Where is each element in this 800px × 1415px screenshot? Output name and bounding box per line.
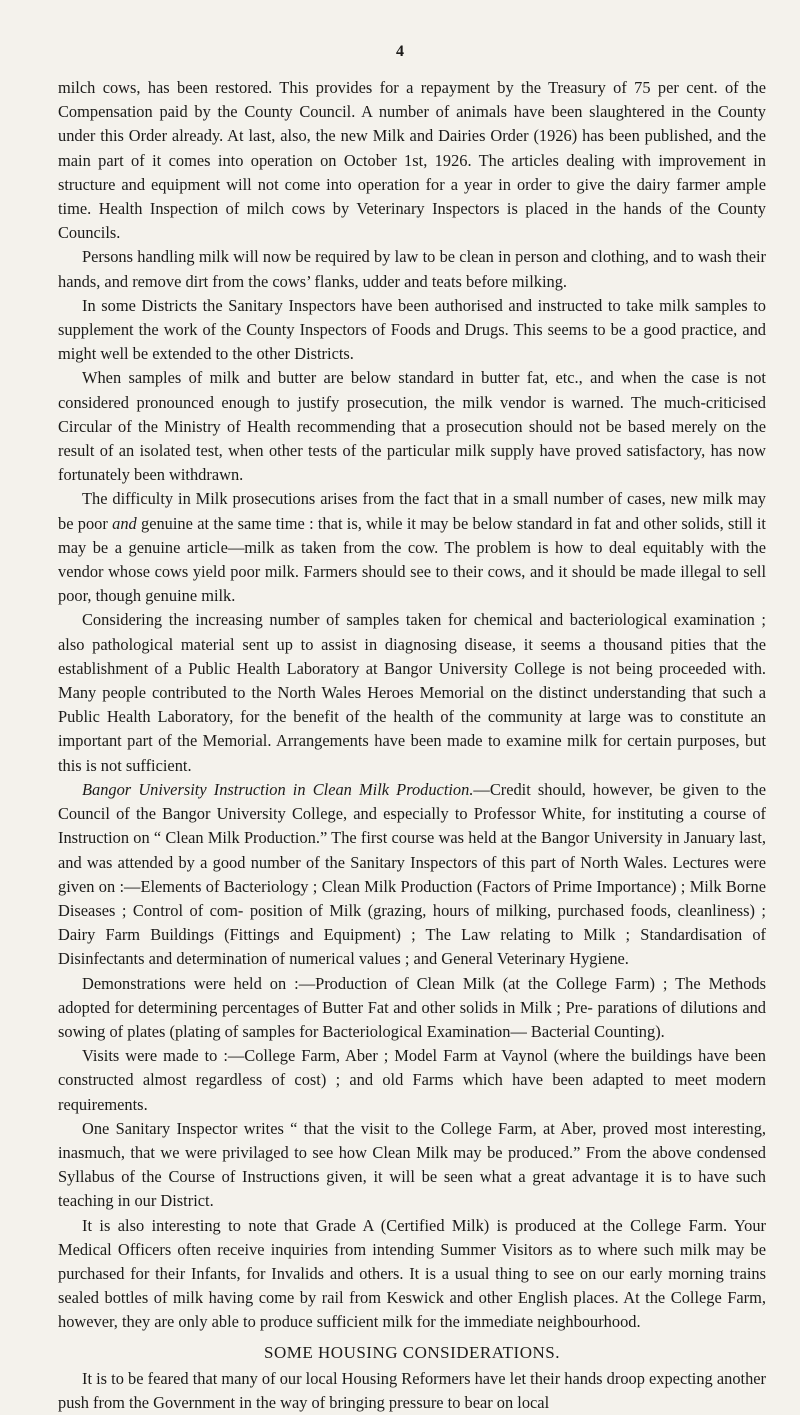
- paragraph: Demonstrations were held on :—Production of Clean Milk (at the College Farm) ; The Methods adopted for determining percentages of Butter Fat and other solids in Milk ; Pre- parations of dilutions and sowing of plates (plating of samples for Bacteriological Examination— Bacterial Counting).: [58, 973, 766, 1041]
- text-run: —Credit should, however, be given to the Council of the Bangor University College, and especially to Professor White, for instituting a course of Instruction on “ Clean Milk Production.” The first course was held at the Bangor University in January last, and was attended by a good number of the Sanitary Inspectors of this part of North Wales. Lectures were given on :—Elements of Bacteriology ; Clean Milk Production (Factors of Prime Importance) ; Milk Borne Diseases ; Control of com- position of Milk (grazing, hours of milking, purchased foods, cleanliness) ; Dairy Farm Buildings (Fittings and Equipment) ; The Law relating to Milk ; Standardisation of Disinfectants and determination of numerical values ; and General Veterinary Hygiene.: [58, 779, 766, 969]
- paragraph: It is also interesting to note that Grade A (Certified Milk) is produced at the College Farm. Your Medical Officers often receive inquiries from intending Summer Visitors as to where such milk may be purchased for their Infants, for Invalids and others. It is a usual thing to see on our early morning trains sealed bottles of milk having come by rail from Keswick and other English places. At the College Farm, however, they are only able to produce sufficient milk for the immediate neighbourhood.: [58, 1215, 766, 1332]
- section-heading: SOME HOUSING CONSIDERATIONS.: [264, 1342, 560, 1362]
- page-number: 4: [396, 43, 404, 60]
- body-text: [58, 76, 766, 1415]
- text-run: The difficulty in Milk prosecutions arises from the fact that in a small number of cases, new milk may be poor: [58, 489, 766, 533]
- paragraph: Persons handling milk will now be required by law to be clean in person and clothing, and to wash their hands, and remove dirt from the cows’ flanks, udder and teats before milking.: [58, 247, 766, 291]
- paragraph: One Sanitary Inspector writes “ that the visit to the College Farm, at Aber, proved most interesting, inasmuch, that we were privilaged to see how Clean Milk may be produced.” From the above condensed Syllabus of the Course of Instructions given, it will be seen what a great advantage it is to have such teaching in our District.: [58, 1118, 766, 1211]
- emphasis-text: and: [112, 513, 137, 533]
- paragraph: [58, 778, 766, 972]
- text-run: genuine at the same time : that is, while it may be below standard in fat and other solids, still it may be a genuine article—milk as taken from the cow. The problem is how to deal equitably with the vendor whose cows yield poor milk. Farmers should see to their cows, and it should be made illegal to sell poor, though genuine milk.: [58, 513, 766, 606]
- subsection-title: Bangor University Instruction in Clean Milk Production.: [82, 779, 474, 799]
- paragraph: It is to be feared that many of our local Housing Reformers have let their hands droop expecting another push from the Government in the way of bringing pressure to bear on local: [58, 1368, 766, 1412]
- paragraph: Considering the increasing number of samples taken for chemical and bacteriological examination ; also pathological material sent up to assist in diagnosing disease, it seems a thousand pities that the establishment of a Public Health Laboratory at Bangor University College is not being proceeded with. Many people contributed to the North Wales Heroes Memorial on the distinct understanding that such a Public Health Laboratory, for the benefit of the health of the community at large was to constitute an important part of the Memorial. Arrangements have been made to examine milk for certain purposes, but this is not sufficient.: [58, 610, 766, 775]
- paragraph: In some Districts the Sanitary Inspectors have been authorised and instructed to take milk samples to supplement the work of the County Inspectors of Foods and Drugs. This seems to be a good practice, and might well be extended to the other Districts.: [58, 295, 766, 364]
- paragraph: [58, 487, 766, 608]
- paragraph: When samples of milk and butter are below standard in butter fat, etc., and when the case is not considered pronounced enough to justify prosecution, the milk vendor is warned. The much-criticised Circular of the Ministry of Health recommending that a prosecution should not be based merely on the result of an isolated test, when other tests of the particular milk supply have proved satisfactory, has now fortunately been withdrawn.: [58, 368, 766, 485]
- paragraph: milch cows, has been restored. This provides for a repayment by the Treasury of 75 per cent. of the Compensation paid by the County Council. A number of animals have been slaughtered in the County under this Order already. At last, also, the new Milk and Dairies Order (1926) has been published, and the main part of it comes into operation on October 1st, 1926. The articles dealing with improvement in structure and equipment will not come into operation for a year in order to give the dairy farmer ample time. Health Inspection of milch cows by Veterinary Inspectors is placed in the hands of the County Councils.: [58, 78, 766, 243]
- paragraph: Visits were made to :—College Farm, Aber ; Model Farm at Vaynol (where the buildings have been constructed almost regardless of cost) ; and old Farms which have been adapted to meet modern requirements.: [58, 1046, 766, 1114]
